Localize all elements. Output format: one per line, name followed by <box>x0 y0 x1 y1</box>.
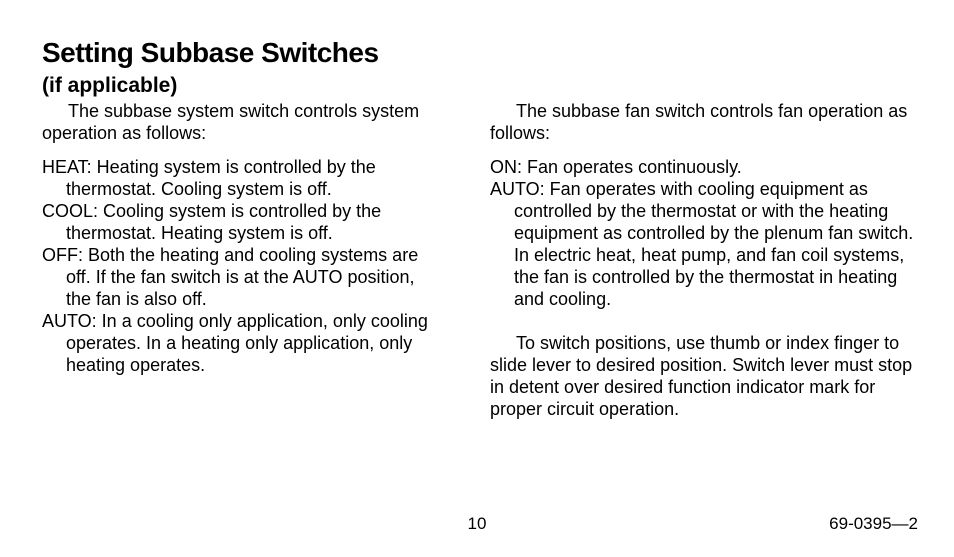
system-switch-intro: The subbase system switch controls system operation as follows: <box>42 101 420 143</box>
left-column <box>42 100 442 376</box>
page-subtitle: (if applicable) <box>42 74 178 97</box>
right-column <box>490 100 920 420</box>
fan-switch-intro: The subbase fan switch controls fan operation as follows: <box>490 101 908 143</box>
system-entry-heat: HEAT: Heating system is controlled by the thermostat. Cooling system is off. <box>42 157 376 199</box>
system-entry-off: OFF: Both the heating and cooling systems are off. If the fan switch is at the AUTO position, the fan is also off. <box>42 245 419 309</box>
page-title: Setting Subbase Switches <box>42 37 379 68</box>
fan-entry-on: ON: Fan operates continuously. <box>490 157 742 177</box>
switch-instructions: To switch positions, use thumb or index finger to slide lever to desired position. Switch lever must stop in detent over desired function indicator mark for proper circuit operation. <box>490 333 913 419</box>
page-number: 10 <box>467 514 487 533</box>
system-entry-cool: COOL: Cooling system is controlled by the thermostat. Heating system is off. <box>42 201 382 243</box>
system-entry-auto: AUTO: In a cooling only application, only cooling operates. In a heating only application, only heating operates. <box>42 311 428 375</box>
fan-entry-auto: AUTO: Fan operates with cooling equipment as controlled by the thermostat or with the heating equipment as controlled by the plenum fan switch. In electric heat, heat pump, and fan coil systems, the fan is controlled by the thermostat in heating and cooling. <box>490 179 914 309</box>
document-number: 69-0395—2 <box>829 514 918 533</box>
